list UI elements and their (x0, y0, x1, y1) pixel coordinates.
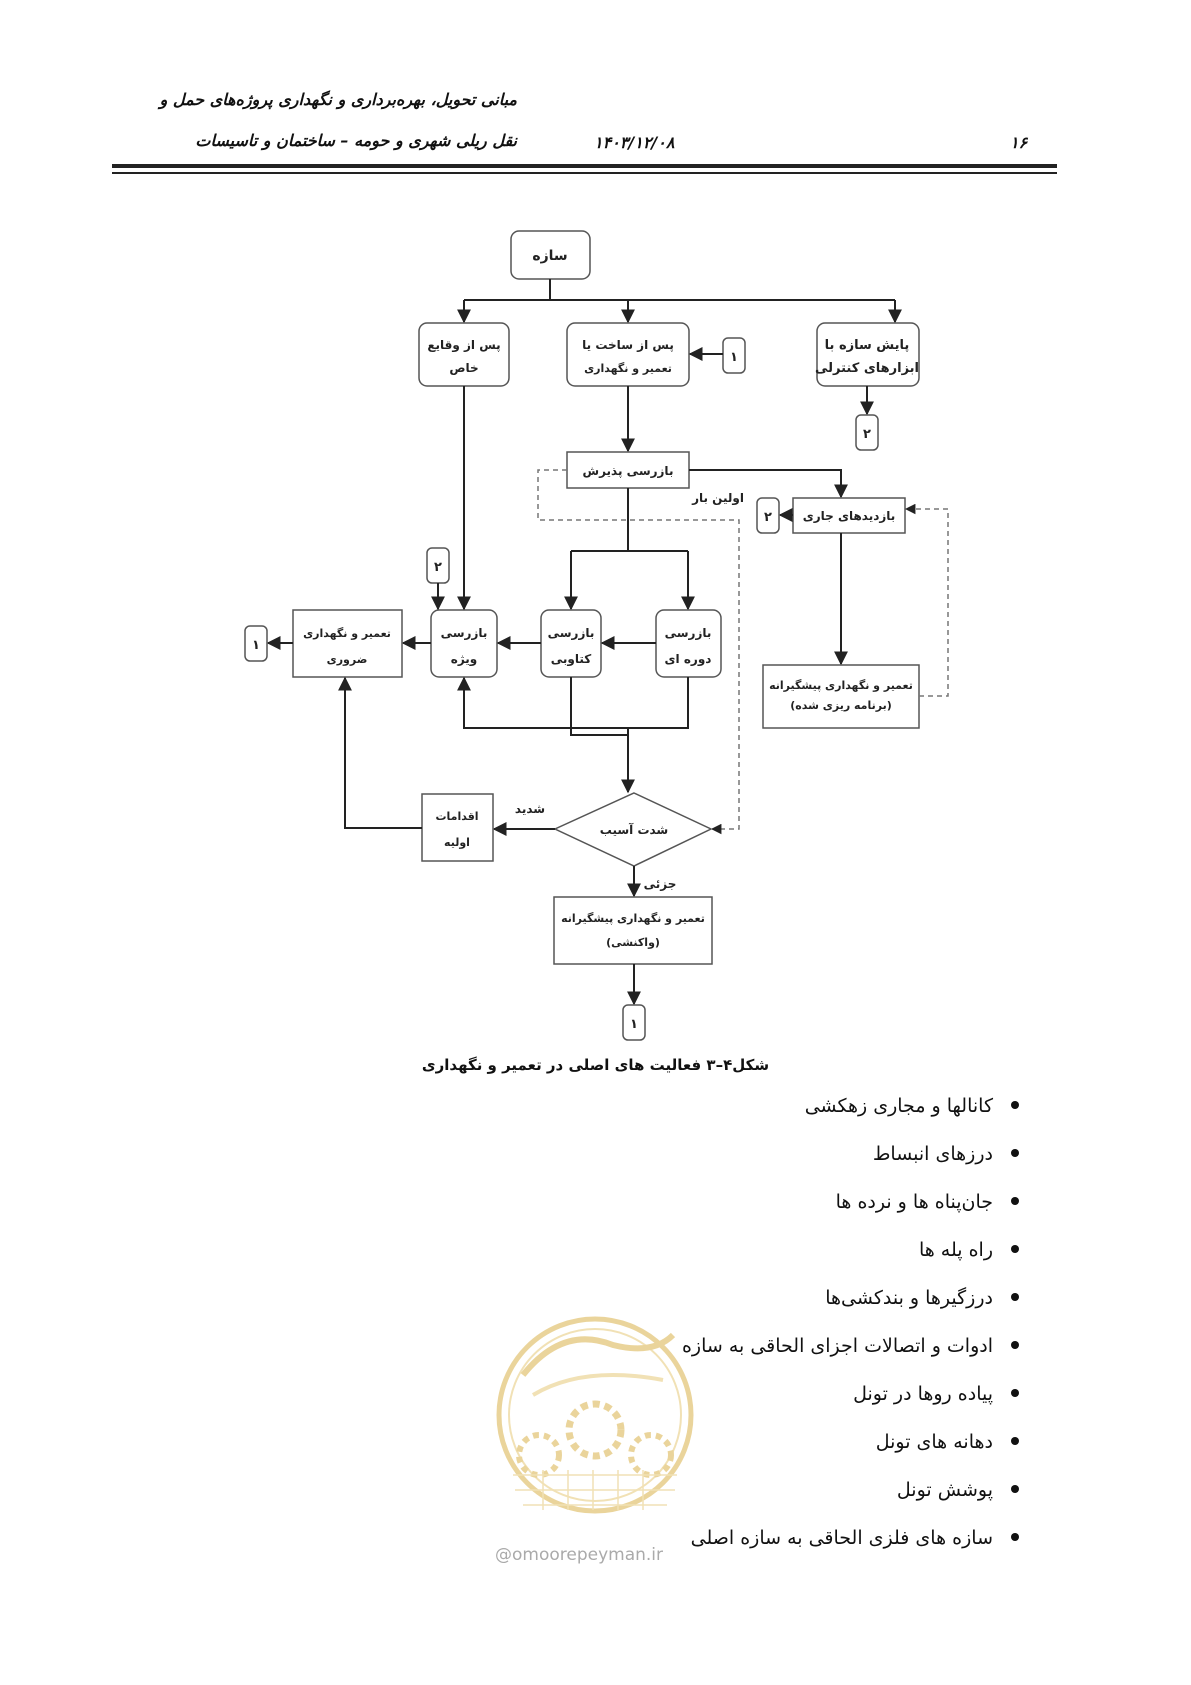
bullet-list (682, 1090, 1019, 1570)
header-title-line2: نقل ریلی شهری و حومه – ساختمان و تاسیسات (195, 131, 517, 150)
node-initial-actions (422, 794, 493, 861)
label-severe: شدید (514, 802, 546, 816)
node-sampling-inspection (541, 610, 601, 677)
connector-1-bottom-label: ۱ (630, 1017, 638, 1032)
bullet-icon (1011, 1341, 1019, 1349)
watermark-logo (493, 1295, 697, 1535)
list-item (682, 1186, 1019, 1234)
connector-2-left-label: ۲ (434, 560, 442, 575)
list-item (682, 1138, 1019, 1186)
node-initial-actions-line2: اولیه (444, 836, 470, 849)
bullet-icon (1011, 1293, 1019, 1301)
list-item (682, 1090, 1019, 1138)
bullet-icon (1011, 1533, 1019, 1541)
watermark-site (495, 1545, 663, 1565)
bullet-icon (1011, 1197, 1019, 1205)
node-preventive-reactive-line2: (واکنشی) (606, 936, 660, 949)
list-item-text: درزهای انبساط (872, 1143, 993, 1165)
node-monitoring-line1: پایش سازه با (824, 338, 910, 353)
node-preventive-planned (763, 665, 919, 728)
node-periodic-inspection (656, 610, 721, 677)
label-minor: جزئی (643, 877, 677, 891)
node-sampling-inspection-line2: کتاوبی (550, 652, 592, 666)
node-damage-severity-label: شدت آسیب (599, 823, 669, 837)
connector-2-routine-label: ۲ (764, 510, 772, 525)
header-title-line1: مبانی تحویل، بهره‌برداری و نگهداری پروژه‌های حمل و (159, 90, 517, 109)
watermark-site-text: omoorepeyman.ir (512, 1545, 664, 1565)
bullet-icon (1011, 1389, 1019, 1397)
node-after-construction-line1: پس از ساخت یا (582, 338, 674, 352)
connector-1-left-label: ۱ (252, 638, 260, 653)
node-preventive-planned-line1: تعمیر و نگهداری پیشگیرانه (769, 679, 913, 692)
node-special-inspection-line1: بازرسی (440, 626, 488, 640)
list-item (682, 1330, 1019, 1378)
figure-caption: شکل۴–۳ فعالیت های اصلی در تعمیر و نگهداری (421, 1056, 770, 1074)
bullet-icon (1011, 1485, 1019, 1493)
node-essential-maintenance (293, 610, 402, 677)
node-after-incidents (419, 323, 509, 386)
bullet-icon (1011, 1149, 1019, 1157)
bullet-icon (1011, 1245, 1019, 1253)
node-preventive-planned-line2: (برنامه ریزی شده) (790, 699, 892, 712)
list-item-text: پیاده روها در تونل (853, 1383, 993, 1405)
node-periodic-inspection-line1: بازرسی (664, 626, 712, 640)
node-initial-actions-line1: اقدامات (435, 810, 479, 823)
list-item (682, 1522, 1019, 1570)
node-structure-label: سازه (532, 248, 568, 264)
node-after-incidents-line1: پس از وقایع (427, 338, 501, 352)
connector-1-top-label: ۱ (730, 350, 738, 365)
node-essential-maintenance-line2: ضروری (326, 653, 368, 666)
at-icon: @ (495, 1545, 512, 1565)
list-item-text: پوشش تونل (896, 1479, 993, 1501)
list-item-text: جان‌پناه ها و نرده ها (835, 1191, 993, 1213)
list-item (682, 1426, 1019, 1474)
node-periodic-inspection-line2: دوره ای (664, 652, 712, 666)
node-after-construction-line2: تعمیر و نگهداری (584, 362, 672, 375)
bullet-icon (1011, 1101, 1019, 1109)
node-special-inspection-line2: ویژه (450, 652, 478, 666)
list-item-text: درزگیرها و بندکشی‌ها (825, 1287, 993, 1309)
list-item-text: کانالها و مجاری زهکشی (804, 1095, 993, 1117)
node-after-incidents-line2: خاص (449, 361, 479, 375)
node-special-inspection (431, 610, 497, 677)
connector-2-monitoring-label: ۲ (863, 427, 871, 442)
list-item-text: دهانه های تونل (875, 1431, 993, 1453)
node-preventive-reactive-line1: تعمیر و نگهداری پیشگیرانه (561, 912, 705, 925)
bullet-icon (1011, 1437, 1019, 1445)
page-number: ۱۶ (1010, 133, 1028, 152)
header-date: ۱۴۰۳/۱۲/۰۸ (594, 133, 675, 152)
list-item (682, 1474, 1019, 1522)
node-monitoring-line2: ابزارهای کنترلی (815, 361, 919, 376)
node-preventive-reactive (554, 897, 712, 964)
node-essential-maintenance-line1: تعمیر و نگهداری (303, 627, 391, 640)
node-sampling-inspection-line1: بازرسی (547, 626, 595, 640)
node-acceptance-inspection-label: بازرسی پذیرش (582, 464, 674, 478)
list-item (682, 1234, 1019, 1282)
list-item-text: سازه های فلزی الحاقی به سازه اصلی (690, 1527, 993, 1549)
label-first-time: اولین بار (692, 491, 744, 505)
list-item-text: راه پله ها (918, 1239, 993, 1261)
node-monitoring (817, 323, 919, 386)
list-item-text: ادوات و اتصالات اجزای الحاقی به سازه (681, 1335, 993, 1357)
node-routine-visits-label: بازدیدهای جاری (802, 509, 896, 523)
node-after-construction (567, 323, 689, 386)
list-item (682, 1282, 1019, 1330)
list-item (682, 1378, 1019, 1426)
